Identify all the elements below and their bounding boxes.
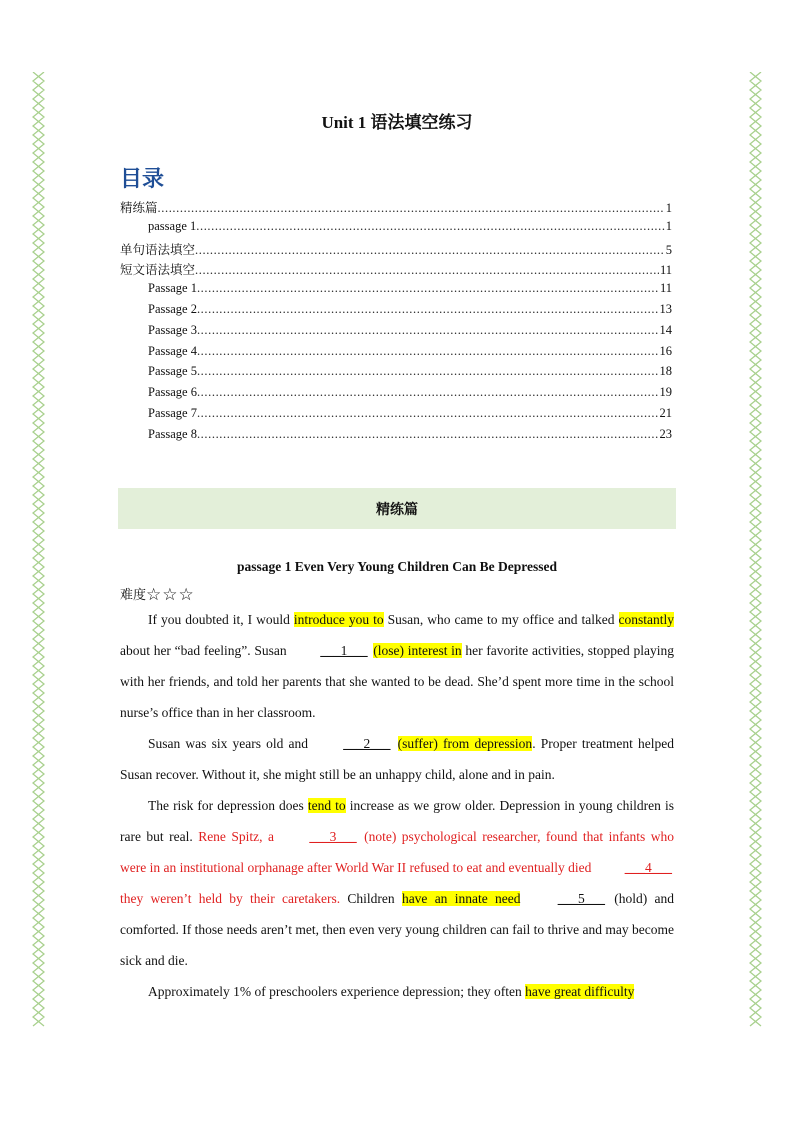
text: Approximately 1% of preschoolers experience depression; they often [148, 984, 526, 999]
red-text: they weren’t held by their caretakers. [120, 891, 341, 906]
toc-entry[interactable] [120, 364, 672, 385]
toc-entry[interactable] [120, 198, 672, 219]
toc-entry-page: 11 [659, 281, 672, 296]
toc-entry-page: 1 [665, 201, 672, 215]
highlighted-phrase: (lose) interest in [373, 643, 462, 658]
star-icons: ☆☆☆ [146, 585, 195, 605]
toc-entry[interactable] [120, 385, 672, 406]
paragraph-4 [120, 976, 674, 1007]
toc-entry[interactable] [120, 281, 672, 302]
toc-leader-dots [197, 364, 659, 379]
text: increase as we grow older. Depression in young children is rare but real. [120, 798, 674, 844]
toc-leader-dots [196, 219, 665, 234]
toc-heading: 目录 [120, 167, 165, 192]
toc-entry-page: 16 [659, 343, 672, 358]
toc-entry[interactable] [120, 406, 672, 427]
toc-leader-dots [197, 302, 659, 317]
toc-leader-dots [195, 243, 665, 258]
toc-entry-page: 1 [665, 218, 672, 233]
toc-entry[interactable] [120, 260, 672, 281]
toc-entry[interactable] [120, 344, 672, 365]
blank-5: ___5___ [557, 891, 605, 906]
document-title: Unit 1 语法填空练习 [321, 113, 473, 132]
text [520, 891, 527, 906]
toc-leader-dots [197, 281, 659, 296]
toc-entry-page: 14 [659, 322, 672, 337]
highlighted-phrase: tend to [307, 798, 346, 813]
toc-entry-label: 精练篇 [120, 201, 158, 215]
toc-entry-label: Passage 5 [148, 364, 197, 379]
red-text: Rene Spitz, a [198, 829, 280, 844]
left-decorative-border [32, 72, 45, 1032]
toc-leader-dots [197, 344, 659, 359]
highlighted-phrase: constantly [618, 612, 674, 627]
blank-4: ___4___ [624, 860, 672, 875]
blank-3: ___3___ [309, 829, 357, 844]
section-heading: 精练篇 [376, 501, 418, 518]
toc-entry-page: 13 [659, 301, 672, 316]
highlighted-phrase: have great difficulty [525, 984, 635, 999]
paragraph-1 [120, 604, 674, 728]
text: (hold) and comforted. If those needs aren’t met, then even very young children can fail to thrive and may become sick and die. [120, 891, 675, 968]
toc-entry[interactable] [120, 323, 672, 344]
toc-entry-label: Passage 6 [148, 385, 197, 400]
toc-leader-dots [197, 427, 659, 442]
text: Children [340, 891, 402, 906]
text: Susan, who came to my office and talked [383, 612, 619, 627]
passage-title: passage 1 Even Very Young Children Can Be Depressed [236, 559, 558, 574]
difficulty-rating [120, 584, 195, 605]
passage-body [120, 604, 674, 1007]
toc-leader-dots [197, 385, 659, 400]
toc-entry-label: Passage 1 [148, 281, 197, 296]
toc-entry-page: 5 [665, 242, 672, 257]
toc-leader-dots [197, 323, 659, 338]
toc-entry[interactable] [120, 427, 672, 448]
right-decorative-border [749, 72, 762, 1032]
toc-entry-label: 短文语法填空 [120, 263, 196, 278]
toc-entry-label: Passage 8 [148, 426, 197, 441]
difficulty-label: 难度 [120, 588, 147, 603]
table-of-contents [120, 198, 672, 448]
toc-entry[interactable] [120, 302, 672, 323]
toc-leader-dots [158, 201, 665, 216]
highlighted-phrase: have an innate need [401, 891, 521, 906]
text [392, 736, 397, 751]
toc-entry-page: 19 [659, 385, 672, 400]
highlighted-phrase: introduce you to [293, 612, 384, 627]
text: her favorite activities, stopped playing with her friends, and told her parents that she wanted to be dead. She’d spent more time in the school nurse’s office than in her classroom. [120, 643, 674, 720]
section-header-bar [118, 488, 676, 529]
blank-1: ___1___ [320, 643, 368, 658]
highlighted-phrase: (suffer) from depression [397, 736, 533, 751]
toc-entry[interactable] [120, 240, 672, 261]
toc-entry-page: 11 [659, 263, 672, 278]
toc-entry-label: Passage 7 [148, 405, 197, 420]
toc-entry-label: passage 1 [148, 218, 197, 233]
toc-entry-page: 21 [659, 405, 672, 420]
red-text: (note) psychological researcher, found that infants who were in an institutional orphanage after World War II refused to eat and eventually died [120, 829, 675, 875]
toc-leader-dots [197, 406, 659, 421]
toc-entry-label: 单句语法填空 [120, 242, 196, 257]
paragraph-3 [120, 790, 674, 976]
toc-entry-page: 23 [659, 426, 672, 441]
paragraph-2 [120, 728, 674, 790]
text: . Proper treatment helped Susan recover. Without it, she might still be an unhappy child, alone and in pain. [120, 736, 675, 782]
toc-entry-label: Passage 3 [148, 322, 197, 337]
toc-entry-label: Passage 2 [148, 301, 197, 316]
toc-entry[interactable] [120, 219, 672, 240]
toc-leader-dots [195, 263, 659, 278]
toc-entry-page: 18 [659, 364, 672, 379]
blank-2: ___2___ [343, 736, 391, 751]
text: Susan was six years old and [148, 736, 314, 751]
toc-entry-label: Passage 4 [148, 343, 197, 358]
text: If you doubted it, I would [148, 612, 294, 627]
text: about her “bad feeling”. Susan [120, 643, 291, 658]
text: The risk for depression does [148, 798, 308, 813]
